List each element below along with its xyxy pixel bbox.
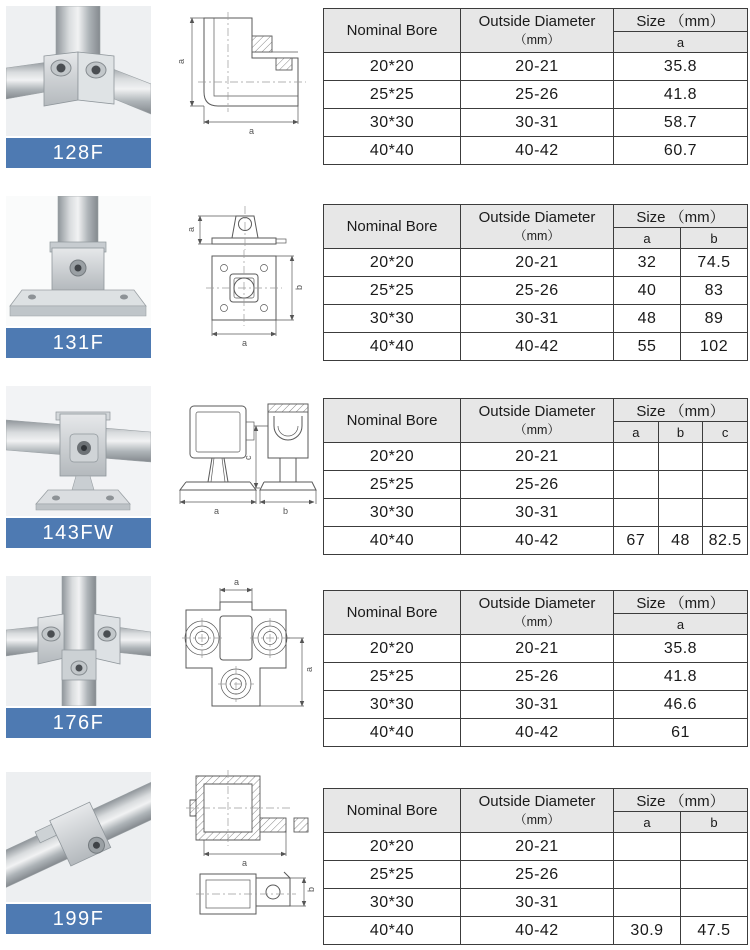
three-way-corner-clamp-photo	[6, 6, 151, 136]
spec-table	[323, 398, 748, 555]
cell-size-b	[681, 861, 748, 889]
product-model-text: 143FW	[42, 521, 115, 544]
col-header-size-b: b	[658, 422, 703, 443]
dimension-label: a	[186, 226, 196, 232]
cell-outside-diameter: 40-42	[461, 137, 614, 165]
spec-row	[324, 499, 748, 527]
product-row-199f	[0, 760, 750, 950]
outside-diameter-unit: （mm）	[514, 615, 560, 629]
spec-row	[324, 719, 748, 747]
cell-size-a: 67	[614, 527, 659, 555]
col-header-size: Size （mm）	[614, 399, 748, 422]
pedestal-bracket-drawing	[156, 382, 320, 550]
spec-row	[324, 635, 748, 663]
cell-outside-diameter: 20-21	[461, 249, 614, 277]
col-header-nominal-bore: Nominal Bore	[324, 399, 461, 443]
cell-size-a	[614, 833, 681, 861]
col-header-size: Size （mm）	[614, 9, 748, 32]
product-model-badge	[6, 518, 151, 548]
cell-outside-diameter: 20-21	[461, 635, 614, 663]
spec-row	[324, 277, 748, 305]
cell-size-a: 58.7	[614, 109, 748, 137]
col-header-size-a: a	[614, 812, 681, 833]
cell-outside-diameter: 25-26	[461, 471, 614, 499]
cell-nominal-bore: 25*25	[324, 663, 461, 691]
cell-nominal-bore: 20*20	[324, 53, 461, 81]
spec-row	[324, 691, 748, 719]
dimension-label: c	[243, 455, 253, 460]
col-header-nominal-bore: Nominal Bore	[324, 591, 461, 635]
spec-row	[324, 861, 748, 889]
product-model-text: 131F	[52, 331, 105, 354]
spec-row	[324, 471, 748, 499]
product-row-131f	[0, 190, 750, 380]
cell-outside-diameter: 25-26	[461, 861, 614, 889]
cell-nominal-bore: 40*40	[324, 719, 461, 747]
technical-drawing	[156, 2, 320, 170]
col-header-size-a: a	[614, 32, 748, 53]
spec-row	[324, 917, 748, 945]
product-model-badge	[6, 138, 151, 168]
cell-outside-diameter: 25-26	[461, 81, 614, 109]
spec-row	[324, 109, 748, 137]
cell-size-a: 40	[614, 277, 681, 305]
spec-row	[324, 443, 748, 471]
dimension-label: b	[306, 886, 316, 892]
cell-size-a: 32	[614, 249, 681, 277]
photo-column	[6, 6, 151, 168]
col-header-nominal-bore: Nominal Bore	[324, 205, 461, 249]
tab-clamp-drawing	[156, 762, 320, 930]
col-header-size-a: a	[614, 228, 681, 249]
photo-column	[6, 196, 151, 358]
product-model-text: 128F	[52, 141, 105, 164]
cell-size-a	[614, 499, 659, 527]
cell-size-c	[703, 471, 748, 499]
product-photo	[6, 196, 151, 326]
cell-nominal-bore: 40*40	[324, 137, 461, 165]
product-model-text: 199F	[52, 907, 105, 930]
product-row-176f	[0, 570, 750, 760]
photo-column	[6, 772, 151, 934]
cell-size-b	[658, 499, 703, 527]
technical-drawing	[156, 572, 320, 740]
cell-size-b: 48	[658, 527, 703, 555]
cell-size-a: 48	[614, 305, 681, 333]
dimension-label: a	[176, 58, 186, 64]
dimension-label: b	[294, 284, 304, 290]
cell-outside-diameter: 20-21	[461, 833, 614, 861]
product-row-143fw	[0, 380, 750, 570]
col-header-size-a: a	[614, 422, 659, 443]
spec-row	[324, 305, 748, 333]
spec-table	[323, 8, 748, 165]
cell-outside-diameter: 30-31	[461, 691, 614, 719]
cell-size-a: 41.8	[614, 663, 748, 691]
col-header-outside-diameter: Outside Diameter （mm）	[461, 9, 614, 53]
tab-clamp-photo	[6, 772, 151, 902]
cell-size-b: 47.5	[681, 917, 748, 945]
cell-size-b: 102	[681, 333, 748, 361]
cell-outside-diameter: 30-31	[461, 305, 614, 333]
photo-column	[6, 576, 151, 738]
product-model-badge	[6, 708, 151, 738]
spec-table-wrap	[323, 590, 748, 747]
spec-row	[324, 249, 748, 277]
col-header-size-b: b	[681, 228, 748, 249]
cell-nominal-bore: 40*40	[324, 333, 461, 361]
cell-size-b	[681, 889, 748, 917]
cell-size-b: 83	[681, 277, 748, 305]
cell-nominal-bore: 30*30	[324, 499, 461, 527]
product-model-badge	[6, 328, 151, 358]
cell-nominal-bore: 30*30	[324, 691, 461, 719]
spec-row	[324, 333, 748, 361]
cell-nominal-bore: 30*30	[324, 889, 461, 917]
cell-size-c	[703, 443, 748, 471]
col-header-outside-diameter: Outside Diameter （mm）	[461, 205, 614, 249]
cell-size-b	[658, 443, 703, 471]
cell-nominal-bore: 20*20	[324, 249, 461, 277]
spec-row	[324, 663, 748, 691]
cell-outside-diameter: 40-42	[461, 527, 614, 555]
cell-size-b	[658, 471, 703, 499]
col-header-size: Size （mm）	[614, 205, 748, 228]
cell-size-a: 46.6	[614, 691, 748, 719]
col-header-size-c: c	[703, 422, 748, 443]
cell-nominal-bore: 30*30	[324, 109, 461, 137]
product-photo	[6, 386, 151, 516]
product-photo	[6, 576, 151, 706]
cell-nominal-bore: 20*20	[324, 443, 461, 471]
base-flange-clamp-photo	[6, 196, 151, 326]
cell-size-a	[614, 861, 681, 889]
spec-table	[323, 590, 748, 747]
cell-nominal-bore: 25*25	[324, 277, 461, 305]
spec-row	[324, 527, 748, 555]
col-header-nominal-bore: Nominal Bore	[324, 789, 461, 833]
cell-outside-diameter: 30-31	[461, 889, 614, 917]
dimension-label: a	[249, 126, 255, 136]
tee-plate-drawing	[156, 572, 320, 740]
dimension-label: b	[283, 506, 289, 516]
dimension-label: a	[214, 506, 220, 516]
cell-outside-diameter: 40-42	[461, 719, 614, 747]
outside-diameter-unit: （mm）	[514, 423, 560, 437]
handrail-pedestal-clamp-photo	[6, 386, 151, 516]
cell-nominal-bore: 40*40	[324, 527, 461, 555]
cell-size-c: 82.5	[703, 527, 748, 555]
technical-drawing	[156, 192, 320, 360]
cell-nominal-bore: 25*25	[324, 471, 461, 499]
cell-size-a: 41.8	[614, 81, 748, 109]
three-way-tee-clamp-photo	[6, 576, 151, 706]
cell-size-a: 35.8	[614, 53, 748, 81]
cell-size-c	[703, 499, 748, 527]
cell-nominal-bore: 20*20	[324, 635, 461, 663]
dimension-label: a	[304, 666, 314, 672]
product-model-text: 176F	[52, 711, 105, 734]
col-header-outside-diameter: Outside Diameter （mm）	[461, 591, 614, 635]
cell-size-a: 35.8	[614, 635, 748, 663]
product-photo	[6, 6, 151, 136]
base-flange-drawing	[156, 192, 320, 360]
spec-table-wrap	[323, 398, 748, 555]
col-header-outside-diameter: Outside Diameter （mm）	[461, 399, 614, 443]
spec-row	[324, 889, 748, 917]
spec-row	[324, 53, 748, 81]
cell-size-a: 55	[614, 333, 681, 361]
spec-row	[324, 137, 748, 165]
cell-outside-diameter: 30-31	[461, 109, 614, 137]
cell-nominal-bore: 20*20	[324, 833, 461, 861]
elbow-section-drawing	[156, 2, 320, 170]
photo-column	[6, 386, 151, 548]
cell-size-a: 30.9	[614, 917, 681, 945]
cell-size-a	[614, 443, 659, 471]
col-header-size-a: a	[614, 614, 748, 635]
col-header-size: Size （mm）	[614, 591, 748, 614]
dimension-label: a	[234, 577, 240, 587]
cell-outside-diameter: 20-21	[461, 53, 614, 81]
cell-nominal-bore: 30*30	[324, 305, 461, 333]
spec-table	[323, 204, 748, 361]
product-row-128f	[0, 0, 750, 190]
cell-size-a	[614, 889, 681, 917]
technical-drawing	[156, 762, 320, 930]
cell-nominal-bore: 25*25	[324, 861, 461, 889]
spec-table-wrap	[323, 788, 748, 945]
col-header-outside-diameter: Outside Diameter （mm）	[461, 789, 614, 833]
spec-row	[324, 81, 748, 109]
dimension-label: a	[242, 338, 248, 348]
cell-outside-diameter: 40-42	[461, 917, 614, 945]
cell-size-b: 89	[681, 305, 748, 333]
technical-drawing	[156, 382, 320, 550]
cell-size-a: 60.7	[614, 137, 748, 165]
spec-table-wrap	[323, 8, 748, 165]
cell-outside-diameter: 40-42	[461, 333, 614, 361]
cell-nominal-bore: 40*40	[324, 917, 461, 945]
cell-outside-diameter: 30-31	[461, 499, 614, 527]
outside-diameter-unit: （mm）	[514, 33, 560, 47]
spec-row	[324, 833, 748, 861]
product-photo	[6, 772, 151, 902]
product-model-badge	[6, 904, 151, 934]
cell-outside-diameter: 25-26	[461, 663, 614, 691]
dimension-label: a	[242, 858, 248, 868]
outside-diameter-unit: （mm）	[514, 229, 560, 243]
spec-table-wrap	[323, 204, 748, 361]
cell-nominal-bore: 25*25	[324, 81, 461, 109]
cell-outside-diameter: 20-21	[461, 443, 614, 471]
cell-outside-diameter: 25-26	[461, 277, 614, 305]
col-header-nominal-bore: Nominal Bore	[324, 9, 461, 53]
cell-size-a	[614, 471, 659, 499]
col-header-size-b: b	[681, 812, 748, 833]
cell-size-b: 74.5	[681, 249, 748, 277]
cell-size-b	[681, 833, 748, 861]
col-header-size: Size （mm）	[614, 789, 748, 812]
spec-table	[323, 788, 748, 945]
cell-size-a: 61	[614, 719, 748, 747]
outside-diameter-unit: （mm）	[514, 813, 560, 827]
